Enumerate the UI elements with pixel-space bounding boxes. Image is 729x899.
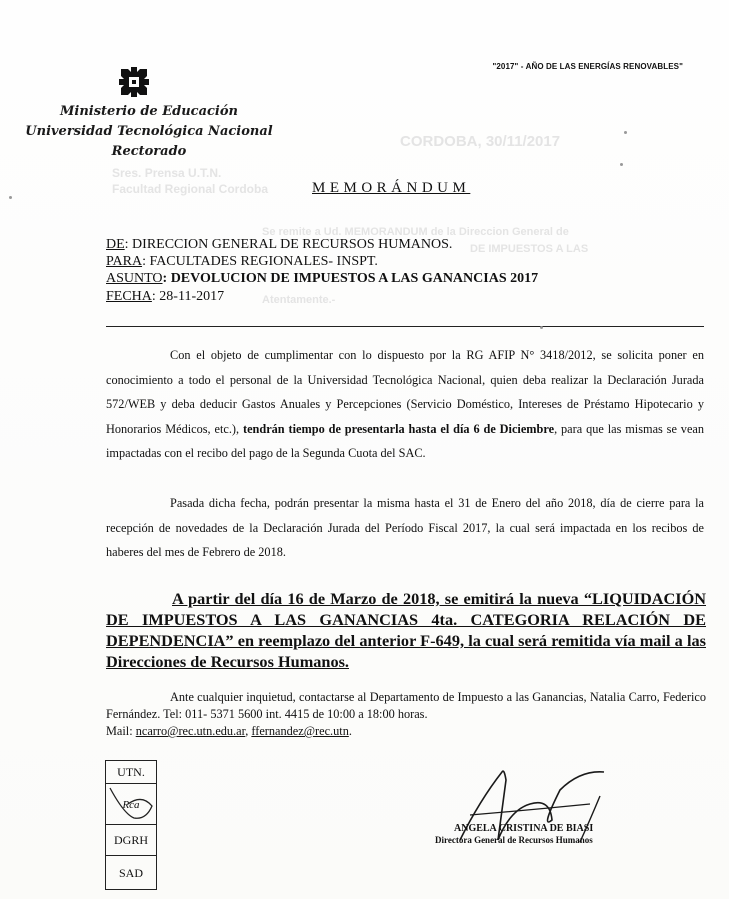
bleed-line-1: Sres. Prensa U.T.N. xyxy=(112,166,222,180)
memo-title: MEMORÁNDUM xyxy=(312,180,471,196)
field-de xyxy=(106,237,452,253)
de-value: : DIRECCION GENERAL DE RECURSOS HUMANOS. xyxy=(124,237,453,252)
utn-logo-icon xyxy=(118,66,150,98)
bleed-line-3: Se remite a Ud. MEMORANDUM de la Direccion General de xyxy=(262,226,569,238)
paragraph-1 xyxy=(106,343,704,466)
paragraph-2: Pasada dicha fecha, podrán presentar la misma hasta el 31 de Enero del año 2018, día de cierre para la recepción de novedades de la Declaración Jurada del Período Fiscal 2017, la cual será impactada en los recibos de haberes del mes de Febrero de 2018. xyxy=(106,496,704,559)
handwritten-initials-icon xyxy=(106,784,156,824)
signatory-name: ANGELA CRISTINA DE BIASI xyxy=(454,823,594,834)
stamp-row-utn: UTN. xyxy=(106,761,156,784)
field-para xyxy=(106,254,378,270)
mail-line xyxy=(106,723,706,740)
mail-link-ncarro[interactable]: ncarro@rec.utn.edu.ar xyxy=(135,724,246,738)
p1-text-a: Con el objeto de cumplimentar con lo dispuesto por la RG AFIP N° 3418/2012, se solicita poner en conocimiento a todo el personal de la Universidad Tecnológica Nacional, quien deba realizar la Declaración Jurada 572/WEB y deba deducir Gastos Anuales y Percepciones (Servicio Doméstico, Intereses de Préstamo Hipotecario y Honorarios Médicos, etc.), xyxy=(106,348,704,436)
mail-label: Mail: xyxy=(106,724,136,738)
para-label: PARA xyxy=(106,254,143,269)
bleed-line-5: Atentamente.- xyxy=(262,294,336,306)
fecha-label: FECHA xyxy=(106,289,152,304)
office-name: Rectorado xyxy=(111,144,187,159)
asunto-label: ASUNTO xyxy=(106,271,163,286)
header-divider xyxy=(106,326,704,327)
mail-end: . xyxy=(348,724,352,738)
stamp-initials: Rca xyxy=(122,799,140,811)
stamp-row-initials xyxy=(106,784,156,825)
routing-stamp xyxy=(105,760,157,890)
year-motto: "2017" - AÑO DE LAS ENERGÍAS RENOVABLES" xyxy=(492,62,683,71)
asunto-value: : DEVOLUCION DE IMPUESTOS A LAS GANANCIAS 2017 xyxy=(162,271,539,286)
bleed-date: CORDOBA, 30/11/2017 xyxy=(400,133,561,150)
fecha-value: : 28-11-2017 xyxy=(151,289,225,304)
contact-paragraph: Ante cualquier inquietud, contactarse al Departamento de Impuesto a las Ganancias, Natalia Carro, Federico Fernández. Tel: 011- 5371 5600 int. 4415 de 10:00 a 18:00 horas. xyxy=(106,690,706,721)
para-value: : FACULTADES REGIONALES- INSPT. xyxy=(142,254,378,269)
de-label: DE xyxy=(106,237,125,252)
stamp-row-sad: SAD xyxy=(118,866,143,880)
highlight-notice: A partir del día 16 de Marzo de 2018, se emitirá la nueva “LIQUIDACIÓN DE IMPUESTOS A LAS GANANCIAS 4ta. CATEGORIA RELACIÓN DE DEPENDENCIA” en reemplazo del anterior F-649, la cual será remitida vía mail a las Direcciones de Recursos Humanos. xyxy=(106,589,706,671)
field-fecha xyxy=(106,289,224,305)
mail-separator: , xyxy=(245,724,252,738)
p1-text-b: , para que las mismas se vean impactadas con el recibo del pago de la Segunda Cuota del SAC. xyxy=(106,421,705,460)
field-asunto xyxy=(106,271,538,287)
mail-link-ffernandez[interactable]: ffernandez@rec.utn xyxy=(251,724,349,738)
p1-bold: tendrán tiempo de presentarla hasta el día 6 de Diciembre xyxy=(242,421,555,436)
bleed-line-2: Facultad Regional Cordoba xyxy=(112,182,269,196)
university-name: Universidad Tecnológica Nacional xyxy=(25,124,273,139)
stamp-row-dgrh: DGRH xyxy=(106,825,156,856)
signatory-role: Directora General de Recursos Humanos xyxy=(435,835,593,845)
ministry-name: Ministerio de Educación xyxy=(60,104,238,119)
bleed-line-4: DE IMPUESTOS A LAS xyxy=(470,243,589,255)
